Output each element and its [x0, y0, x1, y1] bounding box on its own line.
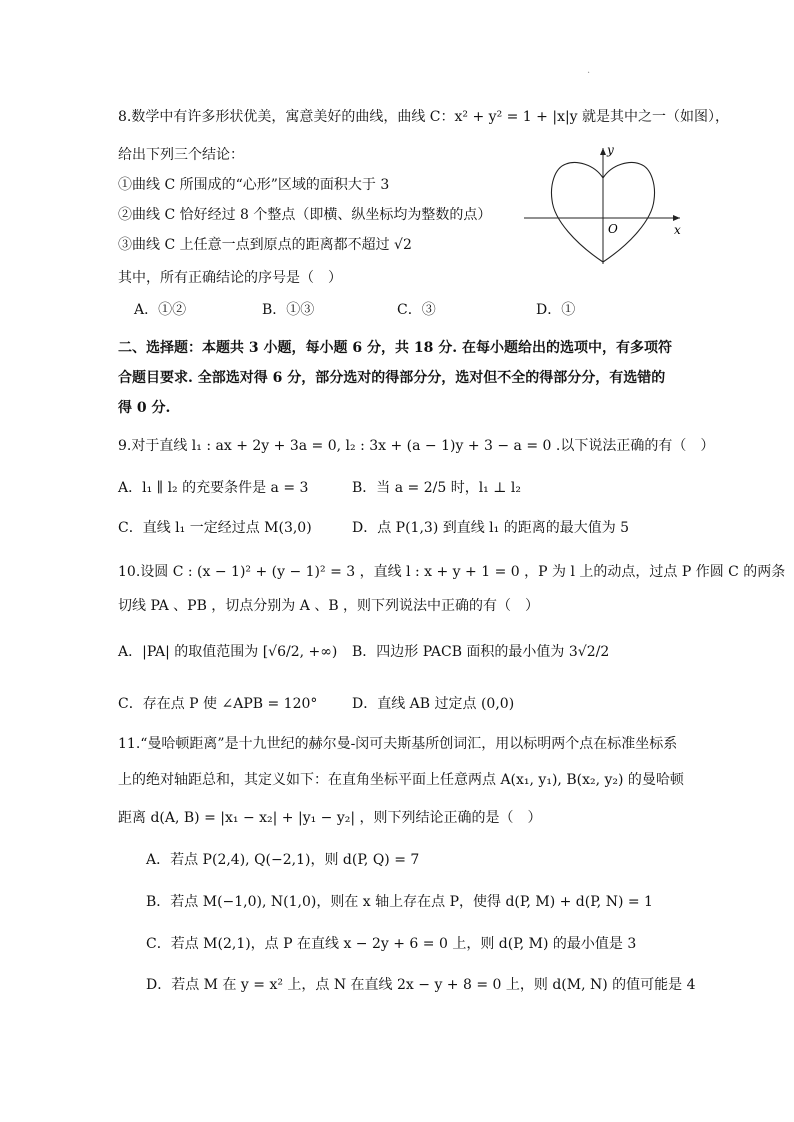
q8-option-b: B．①③: [262, 302, 315, 318]
q8-option-d: D．①: [536, 302, 576, 318]
q8-conclusion-1: ①曲线 C 所围成的“心形”区域的面积大于 3: [118, 177, 390, 193]
q10-option-b: B．四边形 PACB 面积的最小值为 3√2/2: [352, 644, 610, 660]
section2-line1: 二、选择题：本题共 3 小题，每小题 6 分，共 18 分. 在每小题给出的选项中，有多项符: [118, 340, 672, 356]
q10-option-d: D．直线 AB 过定点 (0,0): [352, 696, 515, 712]
page-mark: ·: [587, 68, 591, 79]
q8-conclusion-3: ③曲线 C 上任意一点到原点的距离都不超过 √2: [118, 237, 412, 253]
section2-line3: 得 0 分.: [118, 400, 171, 416]
q8-option-a: A．①②: [134, 302, 187, 318]
q8-option-c: C．③: [397, 302, 436, 318]
x-axis-label: x: [674, 223, 681, 237]
x-axis-arrow: [673, 215, 680, 221]
q11-option-b: B．若点 M(−1,0), N(1,0)，则在 x 轴上存在点 P，使得 d(P, M) + d(P, N) = 1: [146, 894, 653, 910]
q8-stem-line2: 给出下列三个结论：: [118, 147, 244, 163]
q11-stem-line1: 11.“曼哈顿距离”是十九世纪的赫尔曼-闵可夫斯基所创词汇，用以标明两个点在标准坐标系: [118, 736, 678, 752]
q9-option-d: D．点 P(1,3) 到直线 l₁ 的距离的最大值为 5: [352, 520, 630, 536]
q8-conclusion-2: ②曲线 C 恰好经过 8 个整点（即横、纵坐标均为整数的点）: [118, 207, 492, 223]
heart-curve-figure: [524, 146, 684, 266]
q11-option-c: C．若点 M(2,1)，点 P 在直线 x − 2y + 6 = 0 上，则 d(P, M) 的最小值是 3: [146, 936, 637, 952]
q11-stem-line3: 距离 d(A, B) = |x₁ − x₂| + |y₁ − y₂| ，则下列结论正确的是（ ）: [118, 810, 542, 826]
q9-stem: 9.对于直线 l₁ : ax + 2y + 3a = 0, l₂ : 3x + (a − 1)y + 3 − a = 0 .以下说法正确的有（ ）: [118, 438, 715, 454]
y-axis-arrow: [600, 148, 606, 155]
q9-option-b: B．当 a = 2/5 时，l₁ ⊥ l₂: [352, 480, 521, 496]
q11-option-a: A．若点 P(2,4), Q(−2,1)，则 d(P, Q) = 7: [146, 852, 420, 868]
q8-question: 其中，所有正确结论的序号是（ ）: [118, 270, 342, 286]
q11-stem-line2: 上的绝对轴距总和，其定义如下：在直角坐标平面上任意两点 A(x₁, y₁), B(x₂, y₂) 的曼哈顿: [118, 772, 684, 788]
q8-stem-line1: 8.数学中有许多形状优美，寓意美好的曲线，曲线 C：x² + y² = 1 + |x|y 就是其中之一（如图），: [118, 109, 730, 125]
q10-option-c: C．存在点 P 使 ∠APB = 120°: [118, 696, 318, 712]
q11-option-d: D．若点 M 在 y = x² 上，点 N 在直线 2x − y + 8 = 0 上，则 d(M, N) 的值可能是 4: [146, 977, 696, 993]
y-axis-label: y: [607, 146, 614, 157]
q10-option-a: A．|PA| 的取值范围为 [√6/2, +∞): [118, 644, 338, 660]
q9-option-a: A．l₁ ∥ l₂ 的充要条件是 a = 3: [118, 480, 309, 496]
origin-label: O: [608, 222, 618, 236]
section2-line2: 合题目要求. 全部选对得 6 分，部分选对的得部分分，选对但不全的得部分分，有选错的: [118, 370, 666, 386]
q10-stem-line2: 切线 PA 、PB ，切点分别为 A 、B ，则下列说法中正确的有（ ）: [118, 598, 540, 614]
q9-option-c: C．直线 l₁ 一定经过点 M(3,0): [118, 520, 312, 536]
q10-stem-line1: 10.设圆 C : (x − 1)² + (y − 1)² = 3 ，直线 l : x + y + 1 = 0 ，P 为 l 上的动点，过点 P 作圆 C 的两条: [118, 564, 786, 580]
